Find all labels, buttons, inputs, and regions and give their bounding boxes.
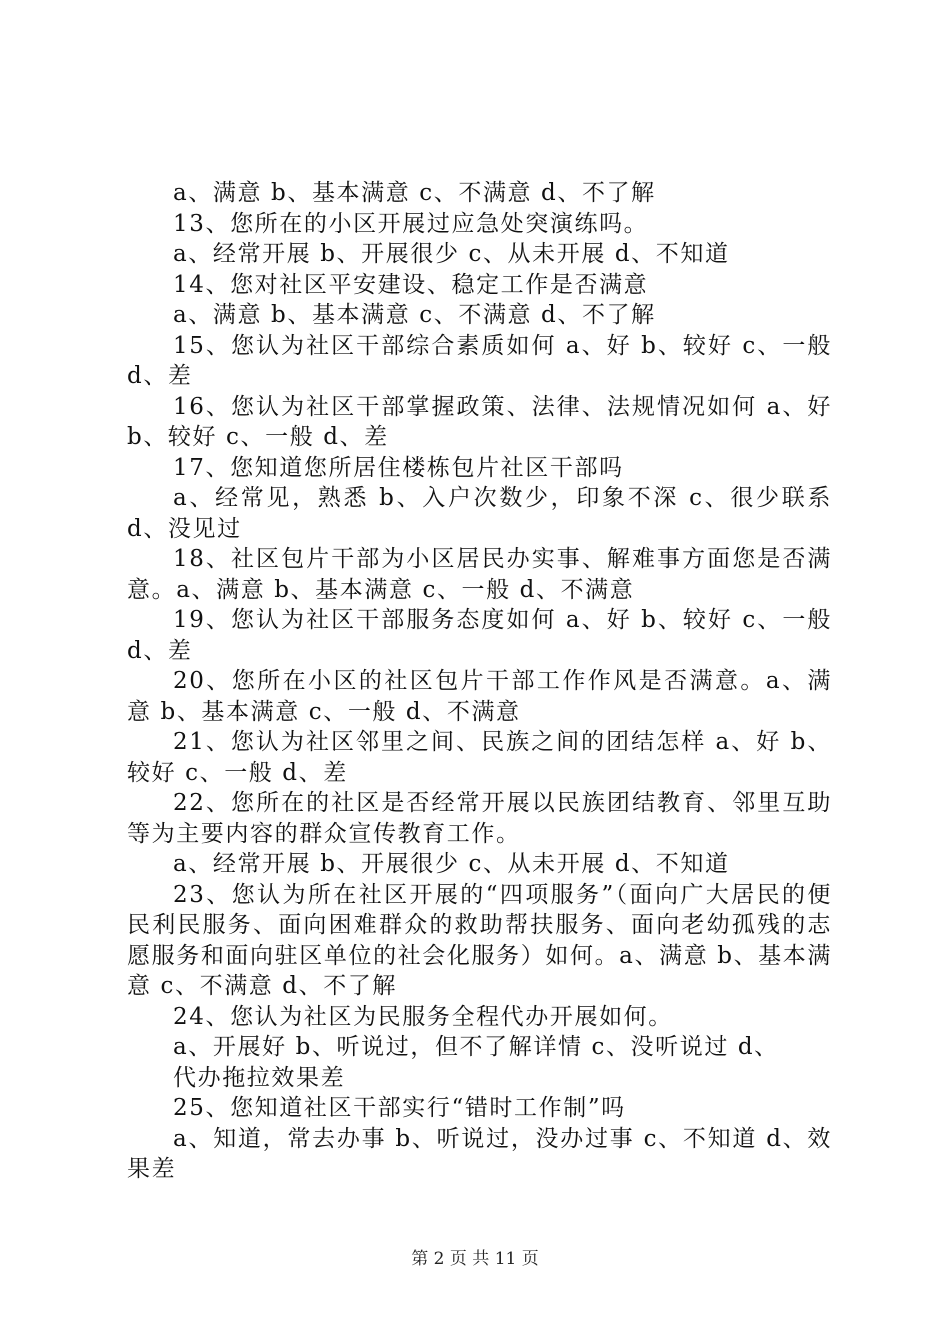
paragraph: a、开展好 b、听说过，但不了解详情 c、没听说过 d、 <box>173 1034 779 1060</box>
paragraph: 21、您认为社区邻里之间、民族之间的团结怎样 a、好 b、较好 c、一般 d、差 <box>127 729 832 786</box>
paragraph: a、满意 b、基本满意 c、不满意 d、不了解 <box>173 180 656 206</box>
paragraph: 14、您对社区平安建设、稳定工作是否满意 <box>173 271 649 298</box>
paragraph: a、满意 b、基本满意 c、不满意 d、不了解 <box>173 302 656 328</box>
page-footer: 第 2 页 共 11 页 <box>411 1249 539 1269</box>
paragraph: 17、您知道您所居住楼栋包片社区干部吗 <box>173 454 624 481</box>
paragraph: 19、您认为社区干部服务态度如何 a、好 b、较好 c、一般 d、差 <box>127 607 832 664</box>
document-body <box>127 178 832 1185</box>
paragraph: a、知道，常去办事 b、听说过，没办过事 c、不知道 d、效果差 <box>127 1125 832 1182</box>
paragraph: 13、您所在的小区开展过应急处突演练吗。 <box>173 210 649 237</box>
paragraph: 15、您认为社区干部综合素质如何 a、好 b、较好 c、一般 d、差 <box>127 332 832 389</box>
paragraph: 24、您认为社区为民服务全程代办开展如何。 <box>173 1003 673 1030</box>
paragraph: a、经常见，熟悉 b、入户次数少，印象不深 c、很少联系 d、没见过 <box>127 485 832 542</box>
paragraph: 18、社区包片干部为小区居民办实事、解难事方面您是否满意。a、满意 b、基本满意 c、一般 d、不满意 <box>127 546 832 603</box>
paragraph: 20、您所在小区的社区包片干部工作作风是否满意。a、满意 b、基本满意 c、一般 d、不满意 <box>127 668 832 725</box>
paragraph: a、经常开展 b、开展很少 c、从未开展 d、不知道 <box>173 241 730 267</box>
paragraph: 25、您知道社区干部实行“错时工作制”吗 <box>173 1095 626 1121</box>
paragraph: 22、您所在的社区是否经常开展以民族团结教育、邻里互助等为主要内容的群众宣传教育工作。 <box>127 790 832 847</box>
paragraph: 16、您认为社区干部掌握政策、法律、法规情况如何 a、好 b、较好 c、一般 d、差 <box>127 393 832 450</box>
paragraph: a、经常开展 b、开展很少 c、从未开展 d、不知道 <box>173 851 730 877</box>
paragraph: 23、您认为所在社区开展的“四项服务”（面向广大居民的便民利民服务、面向困难群众的救助帮扶服务、面向老幼孤残的志愿服务和面向驻区单位的社会化服务）如何。a、满意 b、基本满意 c、不满意 d、不了解 <box>127 881 832 999</box>
paragraph: 代办拖拉效果差 <box>173 1064 346 1091</box>
